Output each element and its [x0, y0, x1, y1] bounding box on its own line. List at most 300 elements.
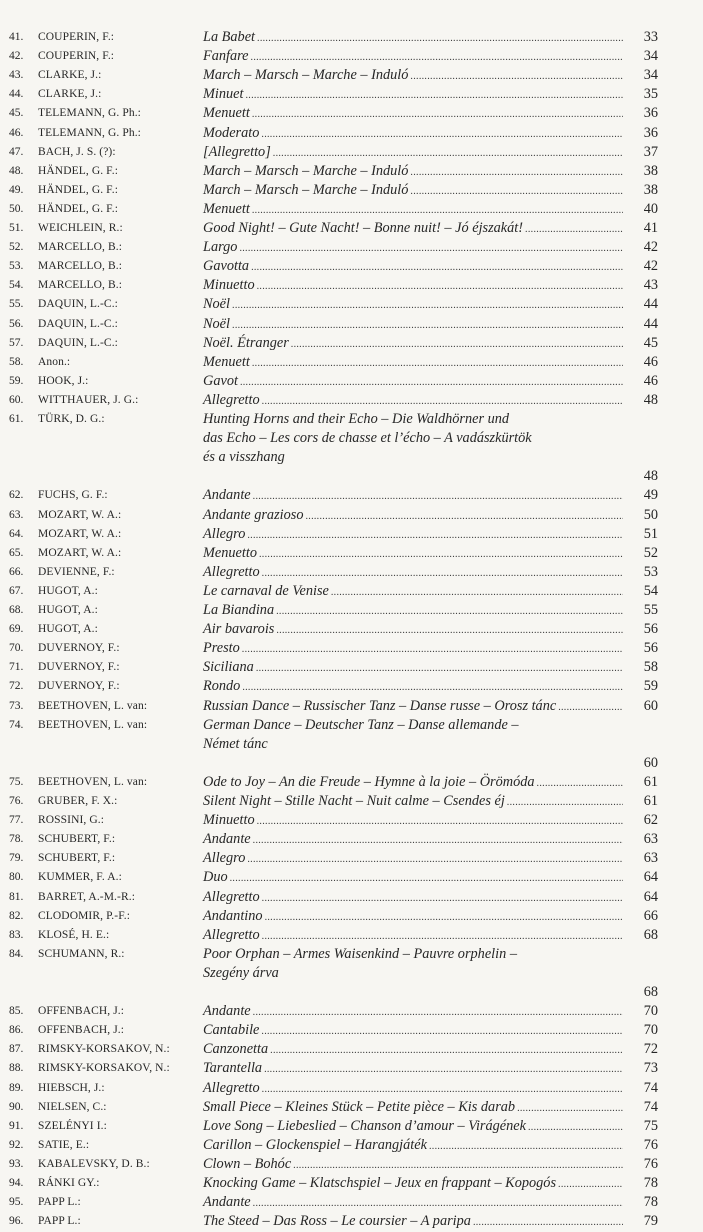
entry-number: 70.: [9, 642, 24, 655]
entry-number: 94.: [9, 1177, 24, 1189]
page-number: 79: [643, 1213, 658, 1230]
piece-title: [203, 945, 623, 983]
entry-number: 41.: [9, 31, 24, 43]
dot-leader: [261, 125, 623, 144]
page-number: 60: [643, 697, 658, 714]
page-number: 56: [643, 640, 658, 657]
piece-title-line: Poor Orphan – Armes Waisenkind – Pauvre orphelin –: [203, 945, 517, 962]
page-number: 52: [643, 544, 658, 561]
composer-name: CLARKE, J.:: [38, 88, 102, 101]
piece-title-line: March – Marsch – Marche – Induló: [203, 67, 409, 84]
piece-title: [203, 620, 623, 640]
page-number: 78: [643, 1194, 658, 1211]
dot-leader: [525, 220, 623, 239]
dot-leader: [247, 850, 623, 869]
composer-name: Anon.:: [38, 355, 71, 368]
page-number: 75: [643, 1117, 658, 1134]
dot-leader: [240, 373, 623, 392]
piece-title-line: Andante: [203, 1003, 251, 1020]
piece-title: [203, 1193, 623, 1213]
entry-number: 74.: [9, 718, 24, 731]
piece-title-line: Clown – Bohóc: [203, 1155, 292, 1172]
dot-leader: [252, 354, 623, 373]
piece-title-line: Noël: [203, 296, 231, 313]
entry-number: 91.: [9, 1119, 24, 1132]
entry-number: 93.: [9, 1157, 24, 1170]
dot-leader: [293, 1156, 623, 1175]
composer-name: FUCHS, G. F.:: [38, 489, 108, 502]
piece-title: [203, 868, 623, 888]
entry-number: 45.: [9, 107, 24, 120]
piece-title-line: March – Marsch – Marche – Induló: [203, 181, 409, 198]
piece-title-line: German Dance – Deutscher Tanz – Danse allemande –: [203, 716, 519, 733]
piece-title: [203, 295, 623, 315]
piece-title: [203, 1117, 623, 1137]
dot-leader: [429, 1137, 623, 1156]
dot-leader: [259, 545, 623, 564]
dot-leader: [253, 1194, 623, 1213]
dot-leader: [257, 277, 623, 296]
composer-name: SATIE, E.:: [38, 1138, 90, 1151]
dot-leader: [265, 908, 623, 927]
dot-leader: [242, 678, 623, 697]
dot-leader: [253, 831, 623, 850]
entry-number: 83.: [9, 928, 24, 941]
dot-leader: [253, 1003, 623, 1022]
piece-title: [203, 1059, 623, 1079]
page-number: 41: [643, 220, 658, 236]
piece-title: [203, 697, 623, 717]
entry-number: 65.: [9, 546, 24, 559]
dot-leader: [537, 774, 623, 793]
entry-number: 79.: [9, 852, 24, 865]
dot-leader: [252, 201, 623, 220]
page-number: 38: [643, 181, 658, 198]
composer-name: SCHUBERT, F.:: [38, 833, 116, 846]
dot-leader: [273, 144, 623, 163]
entry-number: 61.: [9, 413, 24, 425]
piece-title: [203, 315, 623, 335]
piece-title: [203, 677, 623, 697]
composer-name: KABALEVSKY, D. B.:: [38, 1157, 150, 1170]
composer-name: CLODOMIR, P.-F.:: [38, 909, 131, 922]
composer-name: MOZART, W. A.:: [38, 527, 122, 540]
piece-title-line: [Allegretto]: [203, 143, 271, 160]
page-number: 76: [643, 1155, 658, 1172]
dot-leader: [517, 1099, 623, 1118]
piece-title-line: Minuet: [203, 86, 244, 103]
page-number: 48: [643, 468, 658, 485]
piece-title-line: Hunting Horns and their Echo – Die Waldhörner und: [203, 411, 510, 427]
page-number: 38: [643, 162, 658, 179]
page-number: 45: [643, 334, 658, 351]
composer-name: HÄNDEL, G. F.:: [38, 183, 119, 196]
piece-title-line: La Biandina: [203, 602, 275, 618]
dot-leader: [257, 812, 623, 831]
page-number: 44: [643, 315, 658, 332]
piece-title-line: Allegretto: [203, 391, 260, 408]
page-number: 34: [643, 67, 658, 84]
composer-name: HUGOT, A.:: [38, 604, 98, 616]
piece-title-line: Andante: [203, 1194, 251, 1211]
piece-title-line: Le carnaval de Venise: [203, 582, 329, 599]
page-number: 70: [643, 1022, 658, 1039]
dot-leader: [262, 889, 623, 908]
piece-title-line: Carillon – Glockenspiel – Harangjáték: [203, 1136, 427, 1153]
piece-title: [203, 181, 623, 201]
page-number: 73: [643, 1060, 658, 1077]
piece-title: [203, 792, 623, 812]
composer-name: ROSSINI, G.:: [38, 814, 105, 827]
page-number: 61: [643, 773, 658, 790]
piece-title: [203, 238, 623, 258]
page-number: 70: [643, 1003, 658, 1020]
dot-leader: [257, 29, 623, 48]
piece-title: [203, 104, 623, 124]
composer-name: TÜRK, D. G.:: [38, 413, 105, 425]
piece-title-line: Duo: [203, 869, 228, 886]
entry-number: 72.: [9, 680, 24, 693]
piece-title: [203, 200, 623, 220]
entry-number: 78.: [9, 833, 24, 846]
piece-title-line: Allegro: [203, 525, 246, 542]
composer-name: BACH, J. S. (?):: [38, 145, 116, 158]
entry-number: 89.: [9, 1081, 24, 1094]
entry-number: 86.: [9, 1024, 24, 1037]
page-number: 64: [643, 888, 658, 905]
dot-leader: [528, 1118, 623, 1137]
piece-title-line: Canzonetta: [203, 1041, 269, 1058]
piece-title: [203, 162, 623, 182]
entry-number: 75.: [9, 775, 24, 788]
entry-number: 59.: [9, 374, 24, 387]
entry-number: 63.: [9, 508, 24, 521]
entry-number: 56.: [9, 317, 24, 330]
dot-leader: [242, 640, 623, 659]
composer-name: NIELSEN, C.:: [38, 1100, 107, 1113]
composer-name: DUVERNOY, F.:: [38, 642, 120, 655]
piece-title: [203, 334, 623, 354]
piece-title: [203, 811, 623, 831]
page-number: 63: [643, 831, 658, 848]
page-number: 36: [643, 124, 658, 141]
piece-title: [203, 124, 623, 144]
piece-title: [203, 1040, 623, 1060]
page-number: 64: [643, 869, 658, 886]
piece-title: [203, 716, 623, 754]
piece-title: [203, 849, 623, 869]
page-number: 48: [643, 391, 658, 408]
entry-number: 81.: [9, 890, 24, 903]
composer-name: PAPP L.:: [38, 1196, 81, 1209]
composer-name: CLARKE, J.:: [38, 69, 102, 82]
entry-number: 46.: [9, 126, 24, 139]
piece-title-line: Minuetto: [203, 812, 255, 829]
entry-number: 80.: [9, 871, 24, 884]
composer-name: RIMSKY-KORSAKOV, N.:: [38, 1062, 170, 1075]
page-number: 43: [643, 277, 658, 294]
entry-number: 88.: [9, 1062, 24, 1075]
piece-title-line: Silent Night – Stille Nacht – Nuit calme – Csendes éj: [203, 793, 505, 809]
piece-title-line: Tarantella: [203, 1060, 263, 1077]
entry-number: 82.: [9, 909, 24, 922]
piece-title-line: Siciliana: [203, 659, 254, 676]
entry-number: 77.: [9, 814, 24, 827]
piece-title-line: Love Song – Liebeslied – Chanson d’amour – Virágének: [203, 1117, 526, 1134]
piece-title: [203, 639, 623, 659]
piece-title-line: Szegény árva: [203, 964, 279, 981]
composer-name: BEETHOVEN, L. van:: [38, 718, 148, 731]
piece-title: [203, 1079, 623, 1099]
piece-title: [203, 28, 623, 48]
page-number: 68: [643, 926, 658, 943]
piece-title-line: Gavot: [203, 372, 238, 389]
piece-title: [203, 563, 623, 583]
piece-title-line: Knocking Game – Klatschspiel – Jeux en frappant – Kopogós: [203, 1175, 557, 1191]
entry-number: 52.: [9, 241, 24, 254]
piece-title-line: Rondo: [203, 678, 241, 695]
piece-title: [203, 888, 623, 908]
piece-title: [203, 1174, 623, 1194]
piece-title-line: Russian Dance – Russischer Tanz – Danse russe – Orosz tánc: [203, 697, 557, 714]
composer-name: HUGOT, A.:: [38, 623, 98, 636]
piece-title: [203, 1002, 623, 1022]
composer-name: HUGOT, A.:: [38, 584, 98, 597]
dot-leader: [262, 392, 623, 411]
dot-leader: [232, 316, 623, 335]
piece-title-line: Allegretto: [203, 563, 260, 580]
piece-title-line: Menuett: [203, 353, 250, 370]
composer-name: KLOSÉ, H. E.:: [38, 928, 110, 941]
piece-title: [203, 601, 623, 621]
page-number: 59: [643, 678, 658, 695]
piece-title: [203, 1136, 623, 1156]
piece-title: [203, 353, 623, 373]
entry-number: 48.: [9, 164, 24, 177]
composer-name: BEETHOVEN, L. van:: [38, 775, 148, 788]
composer-name: WITTHAUER, J. G.:: [38, 393, 139, 406]
page-number: 76: [643, 1136, 658, 1153]
dot-leader: [252, 105, 623, 124]
piece-title-line: Moderato: [203, 124, 260, 141]
piece-title-line: Minuetto: [203, 277, 255, 294]
page-number: 35: [643, 86, 658, 103]
entry-number: 43.: [9, 69, 24, 82]
piece-title-line: Noël: [203, 315, 231, 332]
composer-name: HÄNDEL, G. F.:: [38, 164, 119, 177]
piece-title-line: das Echo – Les cors de chasse et l’écho – A vadászkürtök: [203, 430, 532, 446]
piece-title: [203, 257, 623, 277]
entry-number: 57.: [9, 336, 24, 349]
entry-number: 55.: [9, 298, 24, 311]
dot-leader: [251, 48, 623, 67]
entry-number: 69.: [9, 623, 24, 636]
page-number: 56: [643, 621, 658, 638]
piece-title-line: Andantino: [203, 907, 263, 924]
dot-leader: [232, 296, 623, 315]
piece-title-line: Menuett: [203, 105, 250, 122]
composer-name: MOZART, W. A.:: [38, 546, 122, 559]
piece-title-line: Small Piece – Kleines Stück – Petite pièce – Kis darab: [203, 1098, 516, 1115]
page-number: 37: [643, 143, 658, 160]
dot-leader: [230, 869, 623, 888]
dot-leader: [239, 239, 623, 258]
dot-leader: [261, 1022, 623, 1041]
composer-name: DEVIENNE, F.:: [38, 565, 115, 578]
composer-name: TELEMANN, G. Ph.:: [38, 107, 141, 120]
composer-name: DAQUIN, L.-C.:: [38, 298, 118, 311]
entry-number: 73.: [9, 699, 24, 712]
entry-number: 67.: [9, 584, 24, 597]
composer-name: BARRET, A.-M.-R.:: [38, 890, 136, 903]
entry-number: 84.: [9, 947, 24, 960]
piece-title-line: Allegro: [203, 850, 246, 867]
piece-title-line: Fanfare: [203, 48, 249, 65]
page-number: 46: [643, 372, 658, 389]
composer-name: MARCELLO, B.:: [38, 241, 123, 254]
piece-title-line: Good Night! – Gute Nacht! – Bonne nuit! – Jó éjszakát!: [203, 220, 524, 236]
dot-leader: [410, 163, 623, 182]
piece-title-line: Menuett: [203, 200, 250, 217]
page-number: 42: [643, 258, 658, 275]
page-number: 60: [643, 754, 658, 771]
piece-title: [203, 1021, 623, 1041]
page-number: 42: [643, 239, 658, 256]
page-number: 36: [643, 105, 658, 122]
page-number: 53: [643, 563, 658, 580]
dot-leader: [305, 507, 623, 526]
composer-name: SZELÉNYI I.:: [38, 1119, 107, 1132]
dot-leader: [507, 793, 623, 812]
piece-title-line: és a visszhang: [203, 449, 285, 465]
piece-title: [203, 544, 623, 564]
piece-title-line: The Steed – Das Ross – Le coursier – A paripa: [203, 1213, 471, 1230]
piece-title: [203, 219, 623, 239]
dot-leader: [473, 1213, 623, 1232]
entry-number: 95.: [9, 1196, 24, 1209]
piece-title: [203, 66, 623, 86]
composer-name: OFFENBACH, J.:: [38, 1024, 125, 1037]
piece-title: [203, 1098, 623, 1118]
page-number: 63: [643, 850, 658, 867]
piece-title-line: Presto: [203, 640, 240, 657]
piece-title: [203, 658, 623, 678]
entry-number: 44.: [9, 88, 24, 101]
piece-title-line: Air bavarois: [203, 621, 275, 638]
piece-title-line: Andante: [203, 487, 251, 504]
page-number: 50: [643, 506, 658, 523]
composer-name: BEETHOVEN, L. van:: [38, 699, 148, 712]
composer-name: RÁNKI GY.:: [38, 1177, 100, 1189]
page-number: 72: [643, 1041, 658, 1058]
entry-number: 96.: [9, 1215, 24, 1228]
piece-title: [203, 907, 623, 927]
piece-title-line: La Babet: [203, 29, 256, 45]
page-number: 68: [643, 983, 658, 1000]
piece-title-line: Allegretto: [203, 926, 260, 943]
piece-title: [203, 506, 623, 526]
entry-number: 58.: [9, 355, 24, 368]
composer-name: RIMSKY-KORSAKOV, N.:: [38, 1043, 170, 1056]
entry-number: 60.: [9, 393, 24, 406]
entry-number: 68.: [9, 604, 24, 616]
dot-leader: [256, 659, 623, 678]
dot-leader: [264, 1060, 623, 1079]
piece-title: [203, 1155, 623, 1175]
dot-leader: [558, 698, 623, 717]
entry-number: 54.: [9, 279, 24, 292]
entry-number: 90.: [9, 1100, 24, 1113]
dot-leader: [246, 86, 624, 105]
piece-title: [203, 47, 623, 67]
entry-number: 71.: [9, 661, 24, 674]
page-number: 54: [643, 582, 658, 599]
composer-name: HÄNDEL, G. F.:: [38, 202, 119, 215]
piece-title-line: Ode to Joy – An die Freude – Hymne à la joie – Örömóda: [203, 773, 535, 790]
piece-title: [203, 773, 623, 793]
dot-leader: [262, 1080, 623, 1099]
entry-number: 92.: [9, 1138, 24, 1151]
dot-leader: [410, 182, 623, 201]
composer-name: DUVERNOY, F.:: [38, 661, 120, 674]
entry-number: 47.: [9, 145, 24, 158]
piece-title-line: Gavotta: [203, 258, 250, 275]
entry-number: 85.: [9, 1005, 24, 1018]
composer-name: WEICHLEIN, R.:: [38, 222, 123, 234]
dot-leader: [262, 564, 623, 583]
page-number: 55: [643, 602, 658, 618]
page-number: 34: [643, 48, 658, 65]
piece-title: [203, 410, 623, 467]
dot-leader: [270, 1041, 623, 1060]
page-number: 74: [643, 1098, 658, 1115]
piece-title-line: Andante: [203, 831, 251, 848]
piece-title-line: Cantabile: [203, 1022, 260, 1039]
composer-name: TELEMANN, G. Ph.:: [38, 126, 141, 139]
piece-title: [203, 582, 623, 602]
entry-number: 66.: [9, 565, 24, 578]
entry-number: 49.: [9, 183, 24, 196]
piece-title-line: Largo: [203, 239, 238, 256]
dot-leader: [331, 583, 623, 602]
piece-title: [203, 372, 623, 392]
piece-title: [203, 1212, 623, 1232]
piece-title: [203, 926, 623, 946]
entry-number: 64.: [9, 527, 24, 540]
composer-name: MARCELLO, B.:: [38, 260, 123, 273]
piece-title: [203, 830, 623, 850]
page-number: 66: [643, 907, 658, 924]
piece-title-line: Noël. Étranger: [203, 334, 289, 351]
composer-name: GRUBER, F. X.:: [38, 795, 118, 807]
piece-title: [203, 525, 623, 545]
piece-title-line: Andante grazioso: [203, 506, 304, 523]
page-number: 46: [643, 353, 658, 370]
page-number: 49: [643, 487, 658, 504]
composer-name: DUVERNOY, F.:: [38, 680, 120, 693]
piece-title-line: Német tánc: [203, 735, 268, 752]
composer-name: OFFENBACH, J.:: [38, 1005, 125, 1018]
page-number: 51: [643, 525, 658, 542]
piece-title: [203, 486, 623, 506]
piece-title: [203, 85, 623, 105]
page-number: 58: [643, 659, 658, 676]
page-number: 61: [643, 793, 658, 809]
page-number: 44: [643, 296, 658, 313]
composer-name: SCHUBERT, F.:: [38, 852, 116, 865]
composer-name: PAPP L.:: [38, 1215, 81, 1228]
piece-title: [203, 143, 623, 163]
